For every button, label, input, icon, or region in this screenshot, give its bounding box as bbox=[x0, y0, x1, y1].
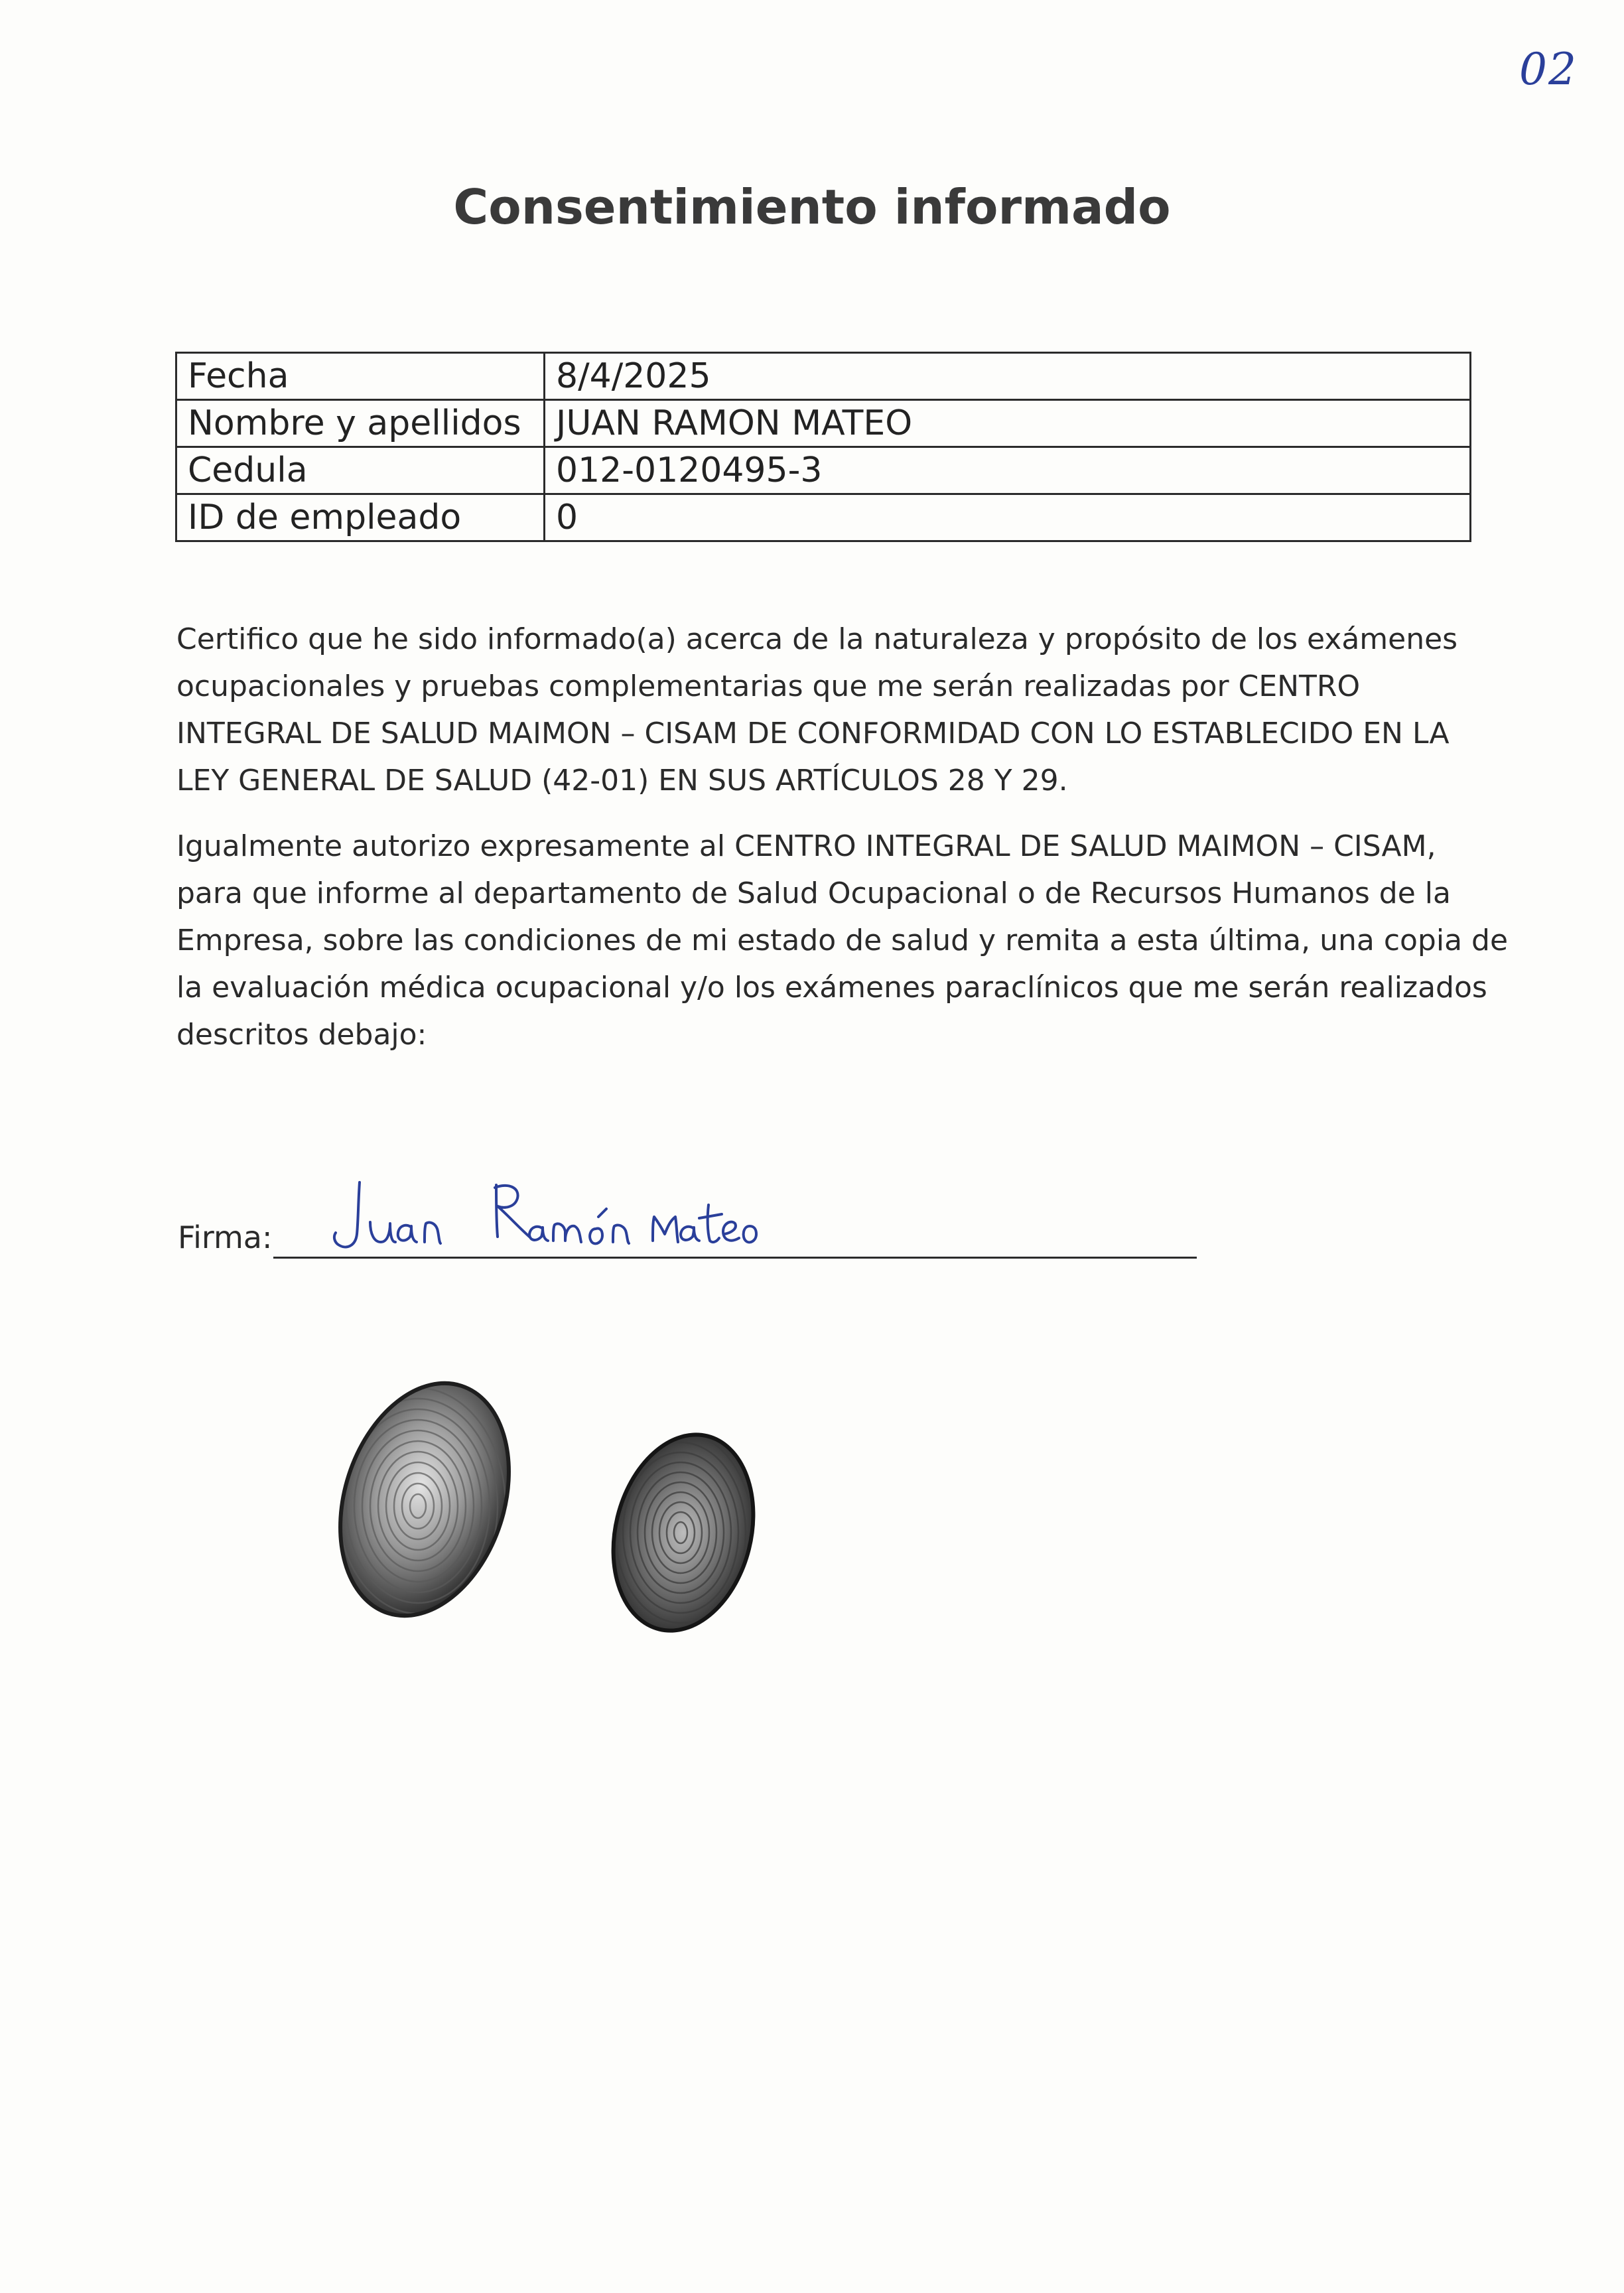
consent-paragraph-1 bbox=[176, 616, 1477, 804]
paragraph-line: descritos debajo: bbox=[176, 1018, 427, 1052]
info-value-cedula: 012-0120495-3 bbox=[545, 447, 1471, 494]
paragraph-line: Empresa, sobre las condiciones de mi estado de salud y remita a esta última, una copia de bbox=[176, 924, 1509, 957]
info-label-fecha: Fecha bbox=[176, 353, 545, 400]
paragraph-line: para que informe al departamento de Salud Ocupacional o de Recursos Humanos de la bbox=[176, 876, 1451, 910]
table-row bbox=[176, 353, 1471, 400]
paragraph-line: Igualmente autorizo expresamente al CENTRO INTEGRAL DE SALUD MAIMON – CISAM, bbox=[176, 829, 1436, 863]
paragraph-line: INTEGRAL DE SALUD MAIMON – CISAM DE CONFORMIDAD CON LO ESTABLECIDO EN LA bbox=[176, 717, 1450, 750]
signature-label: Firma: bbox=[178, 1219, 273, 1255]
table-row bbox=[176, 494, 1471, 541]
info-label-nombre: Nombre y apellidos bbox=[176, 400, 545, 447]
paragraph-line: la evaluación médica ocupacional y/o los exámenes paraclínicos que me serán realizados bbox=[176, 971, 1487, 1005]
page-title: Consentimiento informado bbox=[453, 179, 1171, 235]
consent-paragraph-2 bbox=[176, 823, 1509, 1058]
info-table bbox=[175, 352, 1471, 542]
info-value-nombre: JUAN RAMON MATEO bbox=[545, 400, 1471, 447]
info-label-id-empleado: ID de empleado bbox=[176, 494, 545, 541]
paragraph-line: Certifico que he sido informado(a) acerca de la naturaleza y propósito de los exámenes bbox=[176, 622, 1458, 656]
page-number: 02 bbox=[1519, 44, 1578, 95]
paragraph-line: LEY GENERAL DE SALUD (42-01) EN SUS ARTÍCULOS 28 Y 29. bbox=[176, 764, 1068, 798]
table-row bbox=[176, 447, 1471, 494]
paragraph-line: ocupacionales y pruebas complementarias que me serán realizadas por CENTRO bbox=[176, 669, 1361, 703]
fingerprint-right-icon bbox=[597, 1413, 770, 1652]
info-value-fecha: 8/4/2025 bbox=[545, 353, 1471, 400]
info-value-id-empleado: 0 bbox=[545, 494, 1471, 541]
table-row bbox=[176, 400, 1471, 447]
fingerprint-left-icon bbox=[325, 1367, 524, 1632]
info-label-cedula: Cedula bbox=[176, 447, 545, 494]
